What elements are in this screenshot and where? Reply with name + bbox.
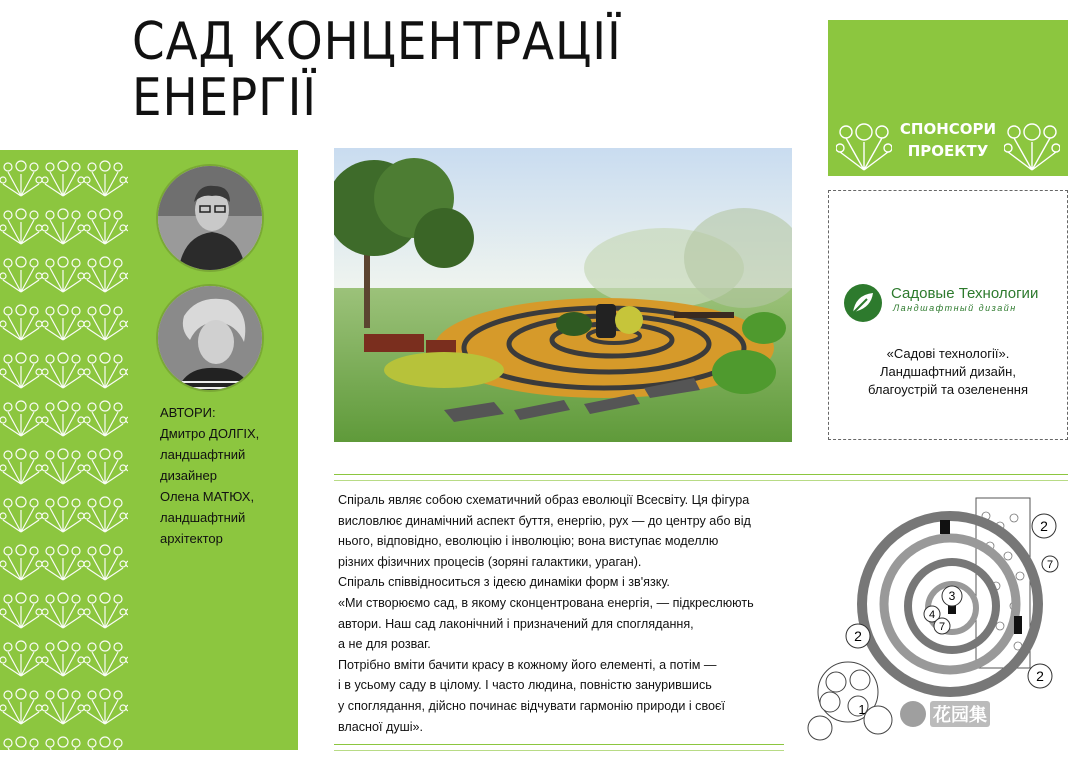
watermark — [900, 700, 990, 728]
sponsor-banner-line-1: СПОНСОРИ — [899, 120, 997, 138]
text-line: Потрібно вміти бачити красу в кожному його елементі, а потім — — [338, 657, 717, 672]
text-line: у споглядання, дійсно починає відчувати гармонію природи і своєї — [338, 698, 725, 713]
sponsor-banner — [828, 20, 1068, 176]
plan-marker: 2 — [854, 628, 862, 644]
author-line: ландшафтний — [160, 447, 246, 462]
watermark-text: 花园集 — [930, 701, 990, 727]
author-line: Олена МАТЮХ, — [160, 489, 255, 504]
authors-panel — [0, 150, 298, 750]
text-line: нього, відповідно, еволюцію і інволюцію; вона виступає моделлю — [338, 534, 719, 549]
author-line: Дмитро ДОЛГІХ, — [160, 426, 260, 441]
text-line: висловлює динамічний аспект буття, енергію, рух — до центру або від — [338, 513, 751, 528]
text-line: Спіраль являє собою схематичний образ еволюції Всесвіту. Ця фігура — [338, 493, 750, 507]
divider — [334, 744, 784, 745]
sponsor-logo — [843, 283, 1055, 323]
sponsor-banner-line-2: ПРОЕКТУ — [907, 142, 989, 160]
flower-ornament-icon — [1004, 112, 1060, 172]
text-line: Спіраль співвідноситься з ідеєю динаміки форм і зв'язку. — [338, 575, 670, 590]
page-title-line-1: САД КОНЦЕНТРАЦІЇ — [132, 12, 622, 72]
sponsor-desc-line: благоустрій та озеленення — [868, 382, 1028, 397]
plan-marker: 7 — [938, 621, 946, 633]
text-line: автори. Наш сад лаконічний і призначений для споглядання, — [338, 616, 694, 631]
garden-render-image — [334, 148, 792, 442]
sponsor-desc-line: Ландшафтний дизайн, — [880, 364, 1016, 379]
plan-marker: 4 — [928, 609, 936, 621]
plan-marker: 2 — [1040, 518, 1048, 534]
sponsor-logo-subtitle: Ландшафтный дизайн — [893, 303, 1017, 313]
plan-marker: 7 — [1046, 559, 1054, 571]
sponsor-card — [828, 190, 1068, 440]
sponsor-desc-line: «Садові технології». — [886, 346, 1010, 361]
author-line: ландшафтний — [160, 510, 246, 525]
sponsor-banner-label — [888, 118, 1008, 162]
text-line: «Ми створюємо сад, в якому сконцентрована енергія, — підкреслюють — [338, 595, 754, 610]
divider — [334, 750, 784, 751]
text-line: власної душі». — [338, 719, 424, 734]
page-title-line-2: ЕНЕРГІЇ — [132, 68, 318, 128]
divider — [334, 474, 1068, 475]
plan-marker: 1 — [858, 702, 866, 717]
floral-pattern-icon — [0, 150, 128, 750]
flower-ornament-icon — [836, 112, 892, 172]
sponsor-description — [839, 345, 1057, 399]
author-photo-olena — [156, 284, 264, 392]
wechat-icon — [900, 701, 926, 727]
author-line: дизайнер — [160, 468, 217, 483]
sponsor-logo-name: Садовые Технологии — [891, 285, 1039, 302]
authors-heading: АВТОРИ: — [160, 405, 216, 420]
text-line: і в усьому саду в цілому. І часто людина, повністю занурившись — [338, 678, 712, 693]
leaf-logo-icon — [843, 283, 883, 323]
author-line: архітектор — [160, 531, 223, 546]
plan-marker: 2 — [1036, 668, 1044, 684]
text-line: різних фізичних процесів (зоряні галактики, ураган). — [338, 554, 642, 569]
authors-list — [160, 402, 290, 549]
plan-marker: 3 — [948, 589, 956, 603]
divider — [334, 480, 1068, 481]
text-line: а не для розваг. — [338, 637, 431, 652]
author-photo-dmytro — [156, 164, 264, 272]
description-text — [338, 490, 778, 737]
page-title — [132, 14, 690, 126]
